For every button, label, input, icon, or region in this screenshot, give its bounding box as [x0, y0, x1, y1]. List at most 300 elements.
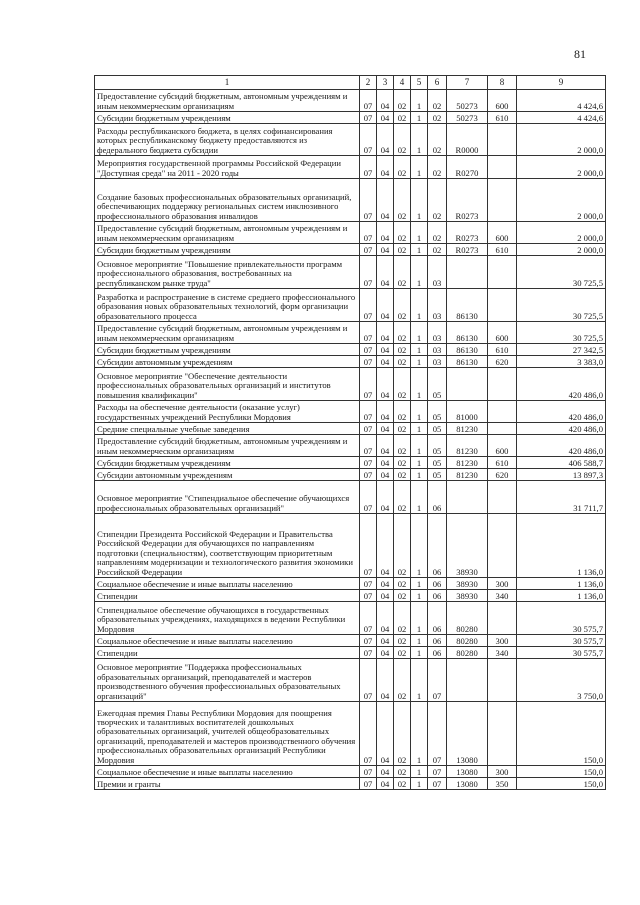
cell-expense-type: 300 — [488, 766, 517, 778]
cell-subprogram: 1 — [411, 322, 428, 344]
cell-expense-type — [488, 156, 517, 179]
cell-expense-type: 300 — [488, 635, 517, 647]
cell-program: 02 — [394, 244, 411, 256]
cell-subprogram: 1 — [411, 368, 428, 401]
cell-direction: 13080 — [447, 778, 488, 790]
cell-section: 07 — [360, 659, 377, 702]
cell-activity: 02 — [428, 179, 447, 222]
row-name: Социальное обеспечение и иные выплаты населению — [95, 766, 360, 778]
table-row — [95, 356, 606, 368]
cell-program: 02 — [394, 344, 411, 356]
cell-amount: 27 342,5 — [517, 344, 606, 356]
cell-subsection: 04 — [377, 778, 394, 790]
cell-activity: 07 — [428, 659, 447, 702]
cell-direction: 50273 — [447, 112, 488, 124]
cell-activity: 06 — [428, 481, 447, 514]
cell-activity: 02 — [428, 222, 447, 244]
cell-subsection: 04 — [377, 179, 394, 222]
row-name: Основное мероприятие "Стипендиальное обеспечение обучающихся профессиональных образовательных организаций" — [95, 481, 360, 514]
cell-amount: 3 383,0 — [517, 356, 606, 368]
cell-subsection: 04 — [377, 322, 394, 344]
row-name: Субсидии автономным учреждениям — [95, 356, 360, 368]
cell-section: 07 — [360, 256, 377, 289]
cell-subsection: 04 — [377, 590, 394, 602]
cell-direction: 86130 — [447, 344, 488, 356]
cell-subsection: 04 — [377, 702, 394, 766]
cell-subprogram: 1 — [411, 481, 428, 514]
cell-subsection: 04 — [377, 368, 394, 401]
cell-subprogram: 1 — [411, 602, 428, 635]
cell-subprogram: 1 — [411, 124, 428, 156]
cell-program: 02 — [394, 222, 411, 244]
table-row — [95, 578, 606, 590]
cell-subsection: 04 — [377, 90, 394, 112]
cell-program: 02 — [394, 368, 411, 401]
table-row — [95, 766, 606, 778]
cell-direction: R0273 — [447, 179, 488, 222]
cell-program: 02 — [394, 578, 411, 590]
cell-section: 07 — [360, 778, 377, 790]
cell-program: 02 — [394, 602, 411, 635]
cell-activity: 03 — [428, 356, 447, 368]
cell-subprogram: 1 — [411, 244, 428, 256]
cell-amount: 406 588,7 — [517, 457, 606, 469]
cell-expense-type — [488, 289, 517, 322]
row-name: Социальное обеспечение и иные выплаты населению — [95, 635, 360, 647]
cell-subprogram: 1 — [411, 90, 428, 112]
cell-subprogram: 1 — [411, 766, 428, 778]
col-header: 4 — [394, 76, 411, 90]
col-header: 2 — [360, 76, 377, 90]
cell-section: 07 — [360, 481, 377, 514]
cell-subsection: 04 — [377, 112, 394, 124]
table-row — [95, 602, 606, 635]
row-name: Мероприятия государственной программы Российской Федерации "Доступная среда" на 2011 - 2020 годы — [95, 156, 360, 179]
cell-section: 07 — [360, 368, 377, 401]
cell-subsection: 04 — [377, 344, 394, 356]
cell-section: 07 — [360, 457, 377, 469]
cell-section: 07 — [360, 222, 377, 244]
cell-amount: 30 575,7 — [517, 635, 606, 647]
cell-amount: 4 424,6 — [517, 112, 606, 124]
cell-direction — [447, 368, 488, 401]
cell-direction: 86130 — [447, 322, 488, 344]
cell-expense-type: 340 — [488, 590, 517, 602]
cell-direction: 80280 — [447, 635, 488, 647]
cell-direction: 13080 — [447, 766, 488, 778]
table-row — [95, 322, 606, 344]
cell-expense-type — [488, 256, 517, 289]
cell-section: 07 — [360, 602, 377, 635]
cell-amount: 150,0 — [517, 702, 606, 766]
cell-subsection: 04 — [377, 244, 394, 256]
cell-amount: 2 000,0 — [517, 179, 606, 222]
cell-subprogram: 1 — [411, 112, 428, 124]
col-header: 3 — [377, 76, 394, 90]
cell-expense-type — [488, 602, 517, 635]
cell-activity: 02 — [428, 90, 447, 112]
cell-activity: 03 — [428, 322, 447, 344]
cell-expense-type: 620 — [488, 469, 517, 481]
col-header: 7 — [447, 76, 488, 90]
cell-expense-type — [488, 368, 517, 401]
cell-activity: 06 — [428, 635, 447, 647]
cell-subprogram: 1 — [411, 457, 428, 469]
table-row — [95, 481, 606, 514]
cell-subsection: 04 — [377, 423, 394, 435]
cell-section: 07 — [360, 124, 377, 156]
cell-amount: 4 424,6 — [517, 90, 606, 112]
cell-subsection: 04 — [377, 156, 394, 179]
table-row — [95, 647, 606, 659]
cell-subprogram: 1 — [411, 635, 428, 647]
cell-activity: 06 — [428, 514, 447, 578]
budget-table — [94, 75, 606, 790]
cell-program: 02 — [394, 481, 411, 514]
cell-subprogram: 1 — [411, 356, 428, 368]
cell-activity: 06 — [428, 647, 447, 659]
cell-subsection: 04 — [377, 256, 394, 289]
cell-direction: 80280 — [447, 602, 488, 635]
cell-amount: 31 711,7 — [517, 481, 606, 514]
cell-direction: 38930 — [447, 590, 488, 602]
row-name: Субсидии бюджетным учреждениям — [95, 244, 360, 256]
cell-section: 07 — [360, 112, 377, 124]
cell-section: 07 — [360, 635, 377, 647]
table-row — [95, 423, 606, 435]
cell-activity: 05 — [428, 423, 447, 435]
cell-expense-type: 610 — [488, 112, 517, 124]
cell-amount: 1 136,0 — [517, 578, 606, 590]
cell-expense-type: 600 — [488, 322, 517, 344]
cell-expense-type — [488, 401, 517, 423]
cell-program: 02 — [394, 124, 411, 156]
cell-program: 02 — [394, 256, 411, 289]
cell-direction — [447, 481, 488, 514]
cell-direction: R0273 — [447, 222, 488, 244]
cell-amount: 420 486,0 — [517, 401, 606, 423]
cell-amount: 30 725,5 — [517, 256, 606, 289]
cell-program: 02 — [394, 590, 411, 602]
table-row — [95, 124, 606, 156]
cell-program: 02 — [394, 435, 411, 457]
cell-subprogram: 1 — [411, 222, 428, 244]
cell-subprogram: 1 — [411, 469, 428, 481]
page-number: 81 — [574, 47, 586, 61]
table-row — [95, 702, 606, 766]
cell-subsection: 04 — [377, 578, 394, 590]
cell-subprogram: 1 — [411, 778, 428, 790]
table-row — [95, 469, 606, 481]
cell-activity: 05 — [428, 435, 447, 457]
cell-subprogram: 1 — [411, 435, 428, 457]
cell-activity: 05 — [428, 457, 447, 469]
cell-subsection: 04 — [377, 469, 394, 481]
cell-program: 02 — [394, 469, 411, 481]
row-name: Разработка и распространение в системе среднего профессионального образования новых образовательных технологий, форм организации образовательного процесса — [95, 289, 360, 322]
row-name: Расходы на обеспечение деятельности (оказание услуг) государственных учреждений Республики Мордовия — [95, 401, 360, 423]
row-name: Предоставление субсидий бюджетным, автономным учреждениям и иным некоммерческим организациям — [95, 222, 360, 244]
cell-amount: 150,0 — [517, 778, 606, 790]
cell-direction: 38930 — [447, 578, 488, 590]
cell-amount: 2 000,0 — [517, 124, 606, 156]
cell-activity: 06 — [428, 578, 447, 590]
cell-amount: 30 575,7 — [517, 602, 606, 635]
cell-amount: 3 750,0 — [517, 659, 606, 702]
table-row — [95, 222, 606, 244]
cell-expense-type: 350 — [488, 778, 517, 790]
cell-subsection: 04 — [377, 659, 394, 702]
cell-activity: 03 — [428, 256, 447, 289]
table-row — [95, 778, 606, 790]
cell-amount: 30 725,5 — [517, 289, 606, 322]
cell-subsection: 04 — [377, 457, 394, 469]
cell-program: 02 — [394, 179, 411, 222]
cell-expense-type — [488, 179, 517, 222]
cell-subsection: 04 — [377, 766, 394, 778]
cell-subprogram: 1 — [411, 702, 428, 766]
cell-section: 07 — [360, 90, 377, 112]
table-row — [95, 590, 606, 602]
row-name: Расходы республиканского бюджета, в целях софинансирования которых республиканскому бюджету предоставляются из федерального бюджета субсидии — [95, 124, 360, 156]
cell-amount: 1 136,0 — [517, 590, 606, 602]
cell-subprogram: 1 — [411, 179, 428, 222]
cell-activity: 07 — [428, 766, 447, 778]
row-name: Субсидии автономным учреждениям — [95, 469, 360, 481]
table-row — [95, 368, 606, 401]
cell-subsection: 04 — [377, 222, 394, 244]
cell-subprogram: 1 — [411, 659, 428, 702]
cell-program: 02 — [394, 289, 411, 322]
cell-direction — [447, 256, 488, 289]
cell-section: 07 — [360, 179, 377, 222]
cell-section: 07 — [360, 435, 377, 457]
cell-program: 02 — [394, 635, 411, 647]
cell-expense-type: 600 — [488, 90, 517, 112]
cell-activity: 06 — [428, 590, 447, 602]
cell-activity: 07 — [428, 778, 447, 790]
row-name: Субсидии бюджетным учреждениям — [95, 344, 360, 356]
cell-subsection: 04 — [377, 401, 394, 423]
cell-expense-type — [488, 481, 517, 514]
table-row — [95, 435, 606, 457]
cell-direction: R0000 — [447, 124, 488, 156]
cell-activity: 02 — [428, 124, 447, 156]
cell-amount: 30 575,7 — [517, 647, 606, 659]
cell-amount: 13 897,3 — [517, 469, 606, 481]
table-row — [95, 156, 606, 179]
table-body — [95, 90, 606, 790]
cell-subsection: 04 — [377, 124, 394, 156]
cell-activity: 06 — [428, 602, 447, 635]
cell-direction: 86130 — [447, 356, 488, 368]
cell-direction: 81230 — [447, 457, 488, 469]
cell-section: 07 — [360, 702, 377, 766]
table-row — [95, 179, 606, 222]
table-row — [95, 256, 606, 289]
cell-subsection: 04 — [377, 514, 394, 578]
cell-subprogram: 1 — [411, 647, 428, 659]
col-header: 6 — [428, 76, 447, 90]
cell-subsection: 04 — [377, 647, 394, 659]
cell-program: 02 — [394, 90, 411, 112]
row-name: Субсидии бюджетным учреждениям — [95, 112, 360, 124]
cell-expense-type: 610 — [488, 244, 517, 256]
cell-direction: R0273 — [447, 244, 488, 256]
cell-subsection: 04 — [377, 602, 394, 635]
cell-amount: 30 725,5 — [517, 322, 606, 344]
cell-direction: 81000 — [447, 401, 488, 423]
cell-subsection: 04 — [377, 356, 394, 368]
cell-section: 07 — [360, 766, 377, 778]
cell-activity: 05 — [428, 401, 447, 423]
cell-amount: 2 000,0 — [517, 222, 606, 244]
cell-section: 07 — [360, 322, 377, 344]
cell-section: 07 — [360, 289, 377, 322]
cell-direction — [447, 659, 488, 702]
cell-expense-type — [488, 514, 517, 578]
cell-program: 02 — [394, 766, 411, 778]
cell-activity: 07 — [428, 702, 447, 766]
row-name: Основное мероприятие "Поддержка профессиональных образовательных организаций, преподавателей и мастеров производственного обучения профессиональных образовательных организаций" — [95, 659, 360, 702]
cell-program: 02 — [394, 401, 411, 423]
cell-amount: 420 486,0 — [517, 368, 606, 401]
row-name: Субсидии бюджетным учреждениям — [95, 457, 360, 469]
table-row — [95, 635, 606, 647]
cell-section: 07 — [360, 469, 377, 481]
row-name: Предоставление субсидий бюджетным, автономным учреждениям и иным некоммерческим организациям — [95, 90, 360, 112]
cell-expense-type: 610 — [488, 344, 517, 356]
cell-expense-type — [488, 659, 517, 702]
cell-program: 02 — [394, 423, 411, 435]
cell-expense-type: 610 — [488, 457, 517, 469]
cell-program: 02 — [394, 647, 411, 659]
col-header: 5 — [411, 76, 428, 90]
row-name: Стипендиальное обеспечение обучающихся в государственных образовательных учреждениях, находящихся в ведении Республики Мордовия — [95, 602, 360, 635]
row-name: Основное мероприятие "Обеспечение деятельности профессиональных образовательных организаций и институтов повышения квалификации" — [95, 368, 360, 401]
header-row — [95, 76, 606, 90]
row-name: Создание базовых профессиональных образовательных организаций, обеспечивающих поддержку региональных систем инклюзивного профессионального образования инвалидов — [95, 179, 360, 222]
row-name: Стипендии Президента Российской Федерации и Правительства Российской Федерации для обучающихся по направлениям подготовки (специальностям), соответствующим приоритетным направлениям модернизации и технологического развития экономики Российской Федерации — [95, 514, 360, 578]
cell-expense-type: 620 — [488, 356, 517, 368]
cell-expense-type — [488, 124, 517, 156]
cell-section: 07 — [360, 356, 377, 368]
table-row — [95, 401, 606, 423]
cell-direction: 13080 — [447, 702, 488, 766]
cell-activity: 02 — [428, 244, 447, 256]
cell-direction: 81230 — [447, 469, 488, 481]
cell-direction: 80280 — [447, 647, 488, 659]
table-row — [95, 244, 606, 256]
cell-program: 02 — [394, 156, 411, 179]
cell-direction: 86130 — [447, 289, 488, 322]
cell-expense-type — [488, 702, 517, 766]
row-name: Премии и гранты — [95, 778, 360, 790]
cell-subprogram: 1 — [411, 578, 428, 590]
cell-subprogram: 1 — [411, 289, 428, 322]
cell-direction: R0270 — [447, 156, 488, 179]
cell-section: 07 — [360, 647, 377, 659]
cell-expense-type — [488, 423, 517, 435]
row-name: Предоставление субсидий бюджетным, автономным учреждениям и иным некоммерческим организациям — [95, 435, 360, 457]
cell-section: 07 — [360, 578, 377, 590]
cell-program: 02 — [394, 778, 411, 790]
cell-subsection: 04 — [377, 481, 394, 514]
cell-section: 07 — [360, 401, 377, 423]
cell-expense-type: 600 — [488, 222, 517, 244]
cell-amount: 420 486,0 — [517, 435, 606, 457]
cell-amount: 2 000,0 — [517, 156, 606, 179]
cell-activity: 03 — [428, 344, 447, 356]
cell-amount: 420 486,0 — [517, 423, 606, 435]
row-name: Ежегодная премия Главы Республики Мордовия для поощрения творческих и талантливых воспитателей дошкольных образовательных организаций, учителей общеобразовательных организаций, преподавателей и мастеров производственного обучения профессиональных образовательных организаций Республики Мордовия — [95, 702, 360, 766]
col-header: 8 — [488, 76, 517, 90]
cell-subsection: 04 — [377, 635, 394, 647]
col-header: 1 — [95, 76, 360, 90]
cell-section: 07 — [360, 514, 377, 578]
table-row — [95, 289, 606, 322]
cell-direction: 50273 — [447, 90, 488, 112]
cell-program: 02 — [394, 322, 411, 344]
cell-program: 02 — [394, 112, 411, 124]
cell-subprogram: 1 — [411, 401, 428, 423]
cell-expense-type: 300 — [488, 578, 517, 590]
cell-program: 02 — [394, 457, 411, 469]
cell-section: 07 — [360, 244, 377, 256]
col-header: 9 — [517, 76, 606, 90]
cell-program: 02 — [394, 702, 411, 766]
cell-amount: 1 136,0 — [517, 514, 606, 578]
row-name: Стипендии — [95, 590, 360, 602]
cell-subprogram: 1 — [411, 423, 428, 435]
cell-activity: 05 — [428, 469, 447, 481]
table-row — [95, 344, 606, 356]
row-name: Стипендии — [95, 647, 360, 659]
cell-program: 02 — [394, 514, 411, 578]
cell-subsection: 04 — [377, 435, 394, 457]
cell-program: 02 — [394, 356, 411, 368]
cell-expense-type: 340 — [488, 647, 517, 659]
cell-subprogram: 1 — [411, 590, 428, 602]
table-row — [95, 457, 606, 469]
cell-section: 07 — [360, 156, 377, 179]
cell-activity: 02 — [428, 156, 447, 179]
cell-subprogram: 1 — [411, 156, 428, 179]
cell-amount: 150,0 — [517, 766, 606, 778]
table-row — [95, 514, 606, 578]
cell-activity: 03 — [428, 289, 447, 322]
cell-expense-type: 600 — [488, 435, 517, 457]
cell-activity: 05 — [428, 368, 447, 401]
cell-section: 07 — [360, 423, 377, 435]
row-name: Основное мероприятие "Повышение привлекательности программ профессионального образования, востребованных на республиканском рынке труда" — [95, 256, 360, 289]
cell-section: 07 — [360, 590, 377, 602]
cell-activity: 02 — [428, 112, 447, 124]
cell-direction: 81230 — [447, 423, 488, 435]
cell-amount: 2 000,0 — [517, 244, 606, 256]
row-name: Предоставление субсидий бюджетным, автономным учреждениям и иным некоммерческим организациям — [95, 322, 360, 344]
cell-subprogram: 1 — [411, 344, 428, 356]
table-row — [95, 112, 606, 124]
cell-program: 02 — [394, 659, 411, 702]
table-row — [95, 659, 606, 702]
cell-subsection: 04 — [377, 289, 394, 322]
cell-subprogram: 1 — [411, 256, 428, 289]
cell-direction: 81230 — [447, 435, 488, 457]
row-name: Социальное обеспечение и иные выплаты населению — [95, 578, 360, 590]
table-row — [95, 90, 606, 112]
cell-subprogram: 1 — [411, 514, 428, 578]
